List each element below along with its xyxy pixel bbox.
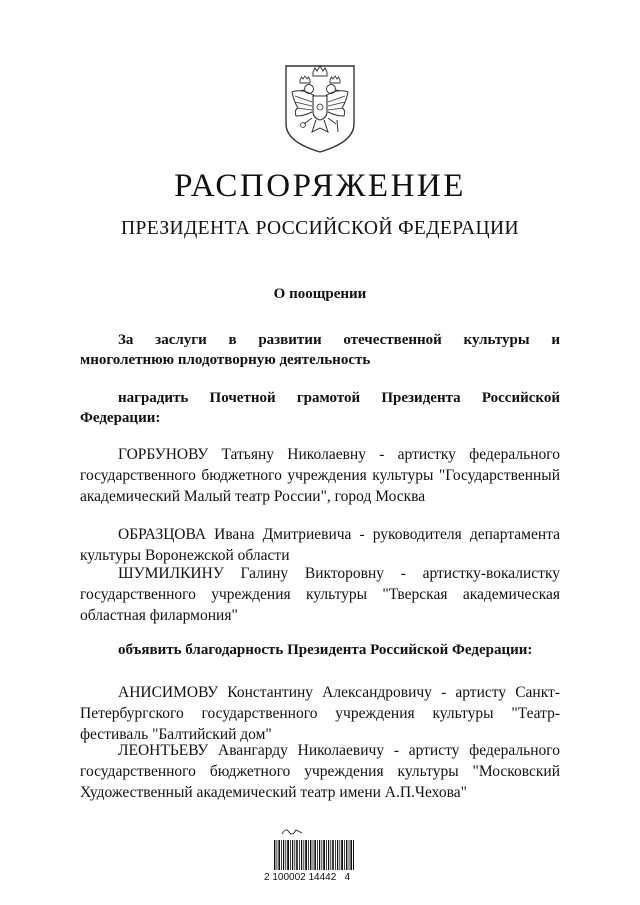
award-entry: ШУМИЛКИНУ Галину Викторовну - артистку-вокалистку государственного учреждения культуры "Тверская академическая областная филармония"	[80, 565, 560, 624]
gratitude-heading: объявить благодарность Президента Российской Федерации:	[118, 642, 533, 658]
document-subject: О поощрении	[273, 286, 367, 302]
preamble	[80, 330, 560, 370]
barcode-number: 2 100002 14442 4	[264, 872, 351, 883]
document-subtitle: ПРЕЗИДЕНТА РОССИЙСКОЙ ФЕДЕРАЦИИ	[121, 218, 519, 239]
barcode-block	[264, 826, 364, 886]
award-heading	[80, 388, 560, 428]
preamble-line-2: многолетнюю плодотворную деятельность	[80, 352, 371, 368]
russian-coat-of-arms-icon	[282, 62, 358, 154]
award-heading-line-2: Федерации:	[80, 410, 161, 426]
signature-mark-icon	[280, 826, 304, 836]
gratitude-entry: АНИСИМОВУ Константину Александровичу - артисту Санкт-Петербургского государственного учреждения культуры "Театр-фестиваль "Балтийский дом"	[80, 684, 560, 743]
preamble-line-1: За заслуги в развитии отечественной культуры и	[118, 332, 560, 348]
award-entry: ГОРБУНОВУ Татьяну Николаевну - артистку федерального государственного бюджетного учреждения культуры "Государственный академический Малый театр России", город Москва	[80, 446, 560, 505]
gratitude-entry: ЛЕОНТЬЕВУ Авангарду Николаевичу - артисту федерального государственного бюджетного учреждения культуры "Московский Художественный академический театр имени А.П.Чехова"	[80, 742, 560, 801]
award-heading-line-1: наградить Почетной грамотой Президента Российской	[118, 390, 560, 406]
document-title: РАСПОРЯЖЕНИЕ	[174, 168, 466, 204]
award-entry: ОБРАЗЦОВА Ивана Дмитриевича - руководителя департамента культуры Воронежской области	[80, 526, 560, 564]
barcode-icon	[274, 840, 354, 870]
